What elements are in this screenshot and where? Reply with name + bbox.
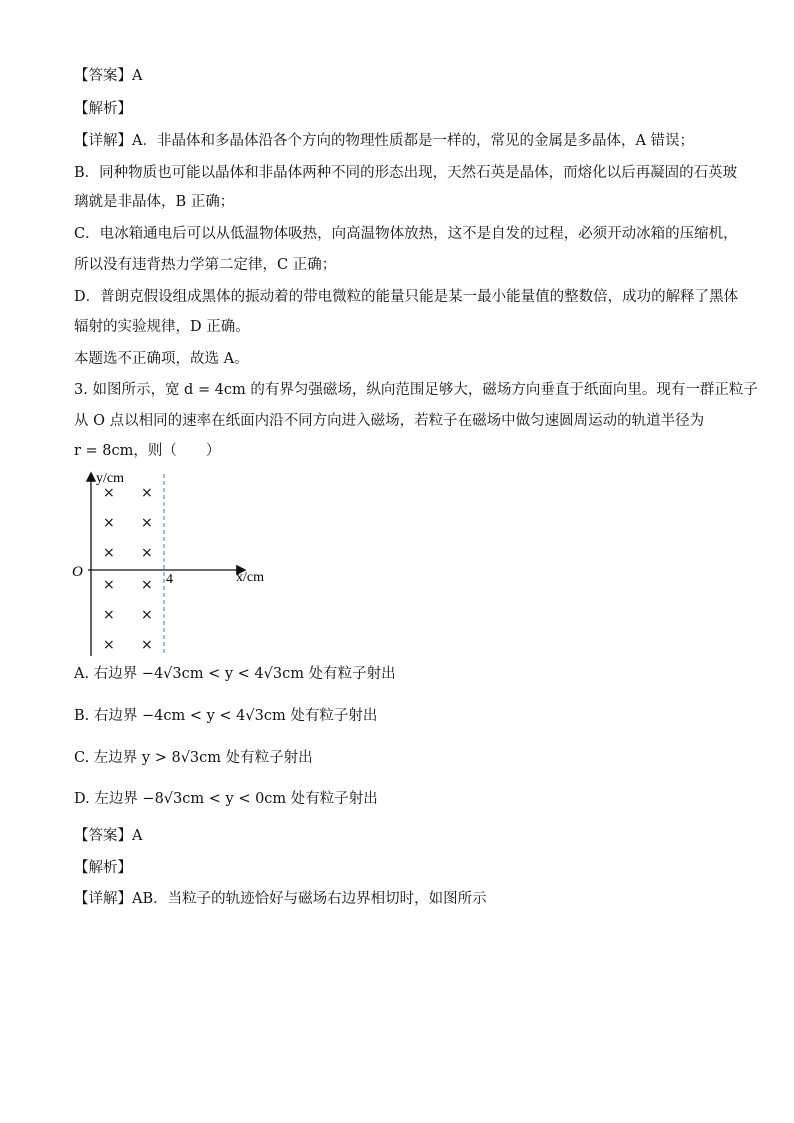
field-cross: × bbox=[141, 607, 153, 623]
q2-detail-line: 本题选不正确项，故选 A。 bbox=[74, 351, 249, 367]
q2-analysis-label: 【解析】 bbox=[74, 101, 132, 117]
q2-detail-line: 辐射的实验规律，D 正确。 bbox=[74, 319, 250, 335]
field-cross: × bbox=[141, 515, 153, 531]
field-cross: × bbox=[103, 485, 115, 501]
q2-detail-line: 【详解】A．非晶体和多晶体沿各个方向的物理性质都是一样的，常见的金属是多晶体，A 错误； bbox=[74, 133, 695, 149]
q2-detail-line: D．普朗克假设组成黑体的振动着的带电微粒的能量只能是某一最小能量值的整数倍，成功的解释了黑体 bbox=[74, 289, 739, 305]
field-cross: × bbox=[103, 637, 115, 653]
field-crosses bbox=[103, 485, 153, 653]
field-cross: × bbox=[103, 607, 115, 623]
q2-detail-line: C．电冰箱通电后可以从低温物体吸热，向高温物体放热，这不是自发的过程，必须开动冰箱的压缩机， bbox=[74, 226, 738, 242]
option-c: C. 左边界 y > 8√3cm 处有粒子射出 bbox=[74, 750, 313, 766]
field-cross: × bbox=[141, 485, 153, 501]
x-axis-label: x/cm bbox=[236, 570, 264, 585]
q3-stem-line: 3. 如图所示，宽 d = 4cm 的有界匀强磁场，纵向范围足够大，磁场方向垂直于纸面向里。现有一群正粒子 bbox=[74, 382, 758, 398]
q3-stem-line: 从 O 点以相同的速率在纸面内沿不同方向进入磁场，若粒子在磁场中做匀速圆周运动的轨道半径为 bbox=[74, 413, 705, 429]
q2-answer: 【答案】A bbox=[74, 68, 143, 84]
q3-analysis-label: 【解析】 bbox=[74, 860, 132, 876]
origin-label: O bbox=[72, 564, 83, 580]
q2-detail-line: 所以没有违背热力学第二定律，C 正确； bbox=[74, 257, 337, 273]
boundary-tick-label: 4 bbox=[166, 572, 173, 587]
field-cross: × bbox=[103, 515, 115, 531]
magnetic-field-figure bbox=[60, 466, 300, 662]
field-cross: × bbox=[141, 577, 153, 593]
field-cross: × bbox=[103, 577, 115, 593]
q3-detail: 【详解】AB．当粒子的轨迹恰好与磁场右边界相切时，如图所示 bbox=[74, 891, 487, 907]
field-cross: × bbox=[141, 637, 153, 653]
q2-detail-line: 璃就是非晶体，B 正确； bbox=[74, 194, 235, 210]
q2-detail-line: B．同种物质也可能以晶体和非晶体两种不同的形态出现，天然石英是晶体，而熔化以后再凝固的石英玻 bbox=[74, 165, 738, 181]
y-axis-label: y/cm bbox=[96, 471, 124, 486]
field-cross: × bbox=[103, 545, 115, 561]
option-a: A. 右边界 −4√3cm < y < 4√3cm 处有粒子射出 bbox=[74, 666, 396, 682]
field-cross: × bbox=[141, 545, 153, 561]
option-b: B. 右边界 −4cm < y < 4√3cm 处有粒子射出 bbox=[74, 708, 378, 724]
option-d: D. 左边界 −8√3cm < y < 0cm 处有粒子射出 bbox=[74, 791, 378, 807]
q3-answer: 【答案】A bbox=[74, 828, 143, 844]
q3-stem-line: r = 8cm，则（ ） bbox=[74, 443, 221, 459]
